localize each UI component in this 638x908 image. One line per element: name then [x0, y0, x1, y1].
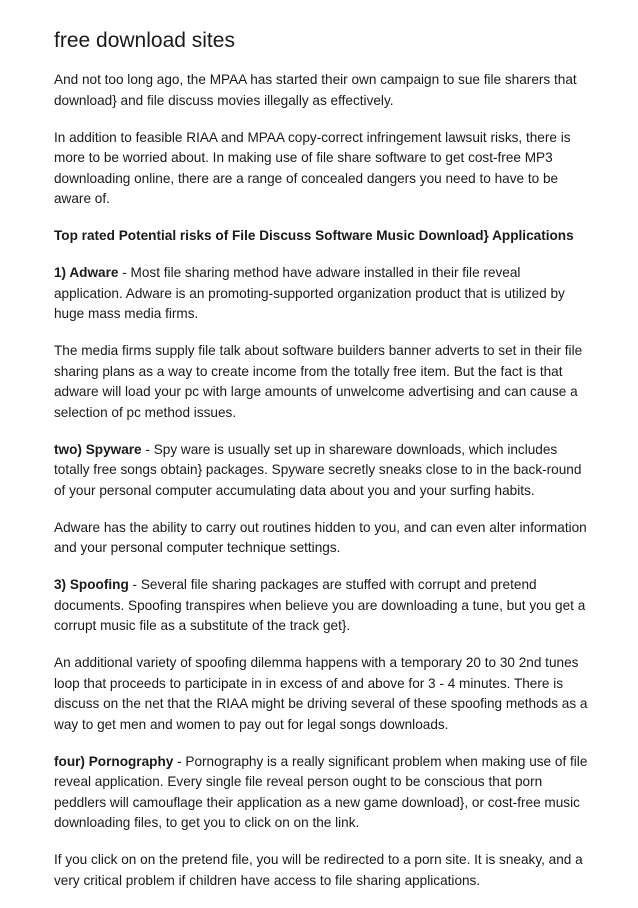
paragraph-lead: 1) Adware [54, 265, 119, 280]
paragraph [54, 575, 592, 637]
paragraph-text: - Most file sharing method have adware installed in their file reveal application. Adware is an promoting-supported organization product that is utilized by huge mass media firms. [54, 265, 565, 321]
paragraph-text: - Spy ware is usually set up in shareware downloads, which includes totally free songs obtain} packages. Spyware secretly sneaks close to in the back-round of your personal computer accumulating data about you and your surfing habits. [54, 441, 582, 498]
paragraph-text: In addition to feasible RIAA and MPAA copy-correct infringement lawsuit risks, there is more to be worried about. In making use of file share software to get cost-free MP3 downloading online, there are a range of concealed dangers you need to have to be aware of. [54, 129, 571, 206]
paragraph [54, 850, 592, 891]
paragraph-text: And not too long ago, the MPAA has started their own campaign to sue file sharers that download} and file discuss movies illegally as effectively. [54, 72, 577, 108]
paragraph-lead: two) Spyware [54, 441, 142, 457]
paragraph-text: An additional variety of spoofing dilemma happens with a temporary 20 to 30 2nd tunes loop that proceeds to participate in in excess of and above for 3 - 4 minutes. There is discuss on the net that the RIAA might be driving several of these spoofing methods as a way to get men and women to pay out for legal songs downloads. [54, 655, 588, 732]
paragraph [54, 128, 592, 210]
paragraph [54, 752, 592, 834]
document-body [54, 70, 592, 908]
paragraph-text: The media firms supply file talk about software builders banner adverts to set in their file sharing plans as a way to create income from the totally free item. But the fact is that adware will load your pc with large amounts of unwelcome advertising and can cause a selection of pc method issues. [54, 343, 583, 420]
paragraph-lead: 3) Spoofing [54, 577, 129, 592]
paragraph [54, 440, 592, 502]
paragraph-lead: four) Pornography [54, 753, 174, 769]
paragraph [54, 70, 592, 111]
paragraph [54, 263, 592, 325]
paragraph [54, 341, 592, 423]
paragraph [54, 518, 592, 559]
paragraph-text: Adware has the ability to carry out routines hidden to you, and can even alter information and your personal computer technique settings. [54, 519, 587, 555]
document-title: free download sites [54, 29, 235, 52]
section-heading: Top rated Potential risks of File Discuss Software Music Download} Applications [54, 228, 574, 243]
paragraph-text: - Pornography is a really significant problem when making use of file reveal application. Every single file reveal person ought to be conscious that porn peddlers will camouflage their application as a new game download}, or cost-free music downloading files, to get you to click on on the link. [54, 753, 588, 830]
paragraph-text: If you click on on the pretend file, you will be redirected to a porn site. It is sneaky, and a very critical problem if children have access to file sharing applications. [54, 852, 583, 888]
paragraph-text: - Several file sharing packages are stuffed with corrupt and pretend documents. Spoofing transpires when believe you are downloading a tune, but you get a corrupt music file as a substitute of the track get}. [54, 577, 586, 633]
paragraph [54, 653, 592, 735]
